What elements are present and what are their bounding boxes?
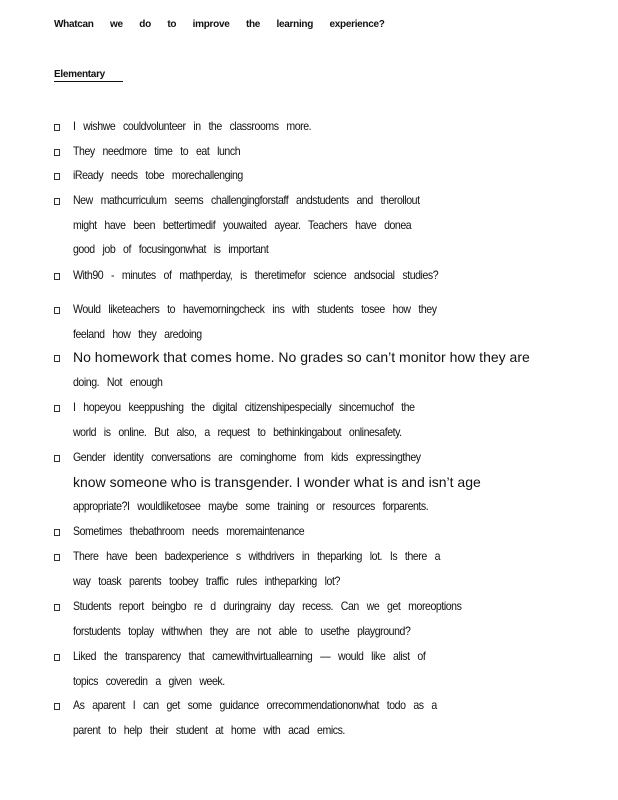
list-item-text: They needmore time to eat lunch xyxy=(73,144,241,158)
bullet-icon xyxy=(54,405,60,412)
bullet-icon xyxy=(54,554,60,561)
list-item-text: With90 - minutes of mathperday, is theretimefor science andsocial studies? xyxy=(73,268,439,282)
list-item-text: I hopeyou keeppushing the digital citizenshipespecially sincemuchof the xyxy=(73,400,415,414)
list-item-text: Liked the transparency that camewithvirtuallearning — would like alist of xyxy=(73,649,426,663)
list-item-text: forstudents toplay withwhen they are not able to usethe playground? xyxy=(73,623,411,638)
list-item-text: Would liketeachers to havemorningcheck ins with students tosee how they xyxy=(73,302,437,316)
list-item-text: topics coveredin a given week. xyxy=(73,673,225,688)
bullet-icon xyxy=(54,703,60,710)
list-item-text: good job of focusingonwhat is important xyxy=(73,242,269,257)
list-item-text: might have been bettertimedif youwaited ayear. Teachers have donea xyxy=(73,217,412,232)
list-item-text: world is online. But also, a request to bethinkingabout onlinesafety. xyxy=(73,424,402,439)
bullet-icon xyxy=(54,307,60,314)
bullet-icon xyxy=(54,355,60,362)
bullet-icon xyxy=(54,124,60,131)
list-item-text: doing. Not enough xyxy=(73,374,163,389)
bullet-icon xyxy=(54,455,60,462)
list-item-text: feeland how they aredoing xyxy=(73,326,202,341)
bullet-icon xyxy=(54,198,60,205)
bullet-icon xyxy=(54,173,60,180)
bullet-icon xyxy=(54,529,60,536)
list-item-text: Sometimes thebathroom needs moremaintenance xyxy=(73,524,305,538)
list-item-text: Gender identity conversations are cominghome from kids expressingthey xyxy=(73,450,421,464)
list-item-text: way toask parents toobey traffic rules intheparking lot? xyxy=(73,573,340,588)
list-item-text: No homework that comes home. No grades so can’t monitor how they are xyxy=(73,349,530,365)
list-item-text: know someone who is transgender. I wonder what is and isn’t age xyxy=(73,473,481,490)
list-item-text: There have been badexperience s withdrivers in theparking lot. Is there a xyxy=(73,549,441,563)
bullet-icon xyxy=(54,273,60,280)
page-title: Whatcan we do to improve the learning experience? xyxy=(54,19,385,30)
list-item-text: appropriate?I wouldliketosee maybe some training or resources forparents. xyxy=(73,499,429,514)
list-item-text: As aparent I can get some guidance orrecommendationonwhat todo as a xyxy=(73,698,437,712)
list-item-text: parent to help their student at home with acad emics. xyxy=(73,722,345,737)
section-heading: Elementary xyxy=(54,69,123,82)
list-item-text: I wishwe couldvolunteer in the classrooms more. xyxy=(73,119,312,133)
list-item-text: New mathcurriculum seems challengingforstaff andstudents and therollout xyxy=(73,193,420,207)
bullet-icon xyxy=(54,604,60,611)
bullet-icon xyxy=(54,654,60,661)
list-item-text: iReady needs tobe morechallenging xyxy=(73,168,243,182)
bullet-icon xyxy=(54,149,60,156)
list-item-text: Students report beingbo re d duringrainy day recess. Can we get moreoptions xyxy=(73,599,462,613)
